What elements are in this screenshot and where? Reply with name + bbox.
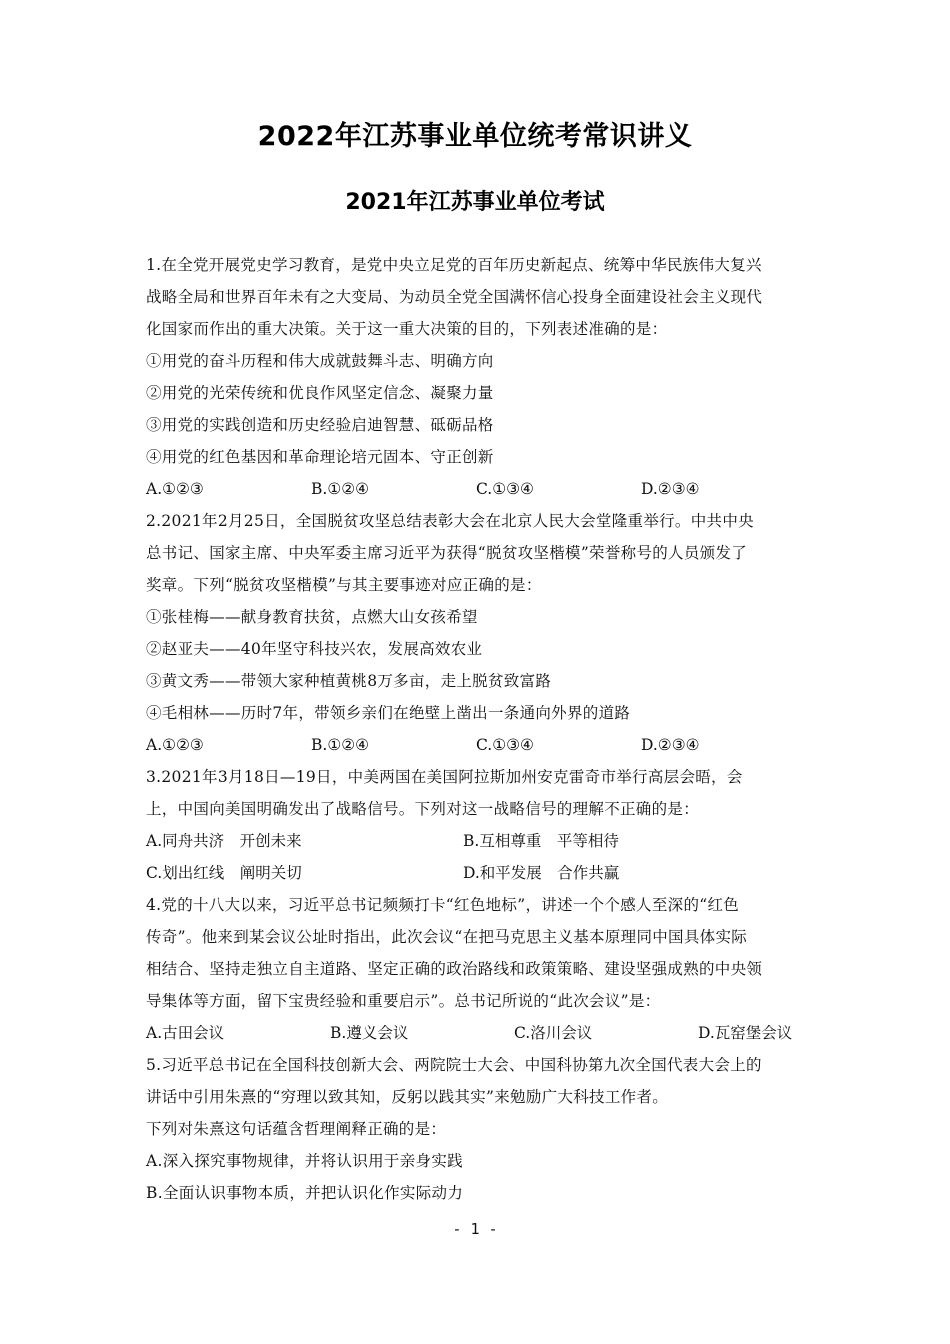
question-text-line: 1.在全党开展党史学习教育，是党中央立足党的百年历史新起点、统筹中华民族伟大复兴 bbox=[146, 256, 762, 274]
option-b: B.①②④ bbox=[311, 480, 370, 498]
option-c: C.①③④ bbox=[476, 736, 534, 754]
option-c: C.划出红线 阐明关切 bbox=[146, 864, 302, 882]
question-2 bbox=[146, 505, 806, 761]
question-text-line: 导集体等方面，留下宝贵经验和重要启示”。总书记所说的“此次会议”是： bbox=[146, 992, 661, 1010]
option-a: A.①②③ bbox=[146, 480, 204, 498]
question-text-line: 上，中国向美国明确发出了战略信号。下列对这一战略信号的理解不正确的是： bbox=[146, 800, 700, 818]
statement-item: ①用党的奋斗历程和伟大成就鼓舞斗志、明确方向 bbox=[146, 352, 494, 370]
statement-item: ④毛相林——历时7年，带领乡亲们在绝壁上凿出一条通向外界的道路 bbox=[146, 704, 631, 722]
statement-item: ②用党的光荣传统和优良作风坚定信念、凝聚力量 bbox=[146, 384, 494, 402]
option-b: B.①②④ bbox=[311, 736, 370, 754]
option-a: A.同舟共济 开创未来 bbox=[146, 832, 302, 850]
question-text-line: 2.2021年2月25日，全国脱贫攻坚总结表彰大会在北京人民大会堂隆重举行。中共中央 bbox=[146, 512, 754, 530]
statement-item: ③黄文秀——带领大家种植黄桃8万多亩，走上脱贫致富路 bbox=[146, 672, 552, 690]
option-d: D.和平发展 合作共赢 bbox=[463, 864, 620, 882]
option-c: C.①③④ bbox=[476, 480, 534, 498]
question-text-line: 化国家而作出的重大决策。关于这一重大决策的目的，下列表述准确的是： bbox=[146, 320, 668, 338]
option-a: A.①②③ bbox=[146, 736, 204, 754]
option-d: D.瓦窑堡会议 bbox=[698, 1024, 793, 1042]
question-list bbox=[146, 249, 806, 1209]
question-text-line: 5.习近平总书记在全国科技创新大会、两院院士大会、中国科协第九次全国代表大会上的 bbox=[146, 1056, 762, 1074]
question-text-line: 4.党的十八大以来，习近平总书记频频打卡“红色地标”，讲述一个个感人至深的“红色 bbox=[146, 896, 740, 914]
option-a: A.深入探究事物规律，并将认识用于亲身实践 bbox=[146, 1152, 463, 1170]
statement-item: ④用党的红色基因和革命理论培元固本、守正创新 bbox=[146, 448, 494, 466]
question-text-line: 传奇”。他来到某会议公址时指出，此次会议“在把马克思主义基本原理同中国具体实际 bbox=[146, 928, 748, 946]
question-text-line: 战略全局和世界百年未有之大变局、为动员全党全国满怀信心投身全面建设社会主义现代 bbox=[146, 288, 763, 306]
document-title: 2022年江苏事业单位统考常识讲义 bbox=[257, 121, 693, 152]
option-b: B.互相尊重 平等相待 bbox=[463, 832, 619, 850]
question-5 bbox=[146, 1049, 806, 1209]
question-text-line: 奖章。下列“脱贫攻坚楷模”与其主要事迹对应正确的是： bbox=[146, 576, 542, 594]
statement-item: ③用党的实践创造和历史经验启迪智慧、砥砺品格 bbox=[146, 416, 494, 434]
answer-options bbox=[146, 1017, 806, 1049]
statement-item: ②赵亚夫——40年坚守科技兴农，发展高效农业 bbox=[146, 640, 483, 658]
answer-options bbox=[146, 825, 806, 857]
question-text-line: 3.2021年3月18日—19日，中美两国在美国阿拉斯加州安克雷奇市举行高层会晤，会 bbox=[146, 768, 743, 786]
section-title: 2021年江苏事业单位考试 bbox=[345, 190, 605, 215]
option-b: B.遵义会议 bbox=[330, 1024, 409, 1042]
question-1 bbox=[146, 249, 806, 505]
question-text-line: 总书记、国家主席、中央军委主席习近平为获得“脱贫攻坚楷模”荣誉称号的人员颁发了 bbox=[146, 544, 748, 562]
option-a: A.古田会议 bbox=[146, 1024, 225, 1042]
question-4 bbox=[146, 889, 806, 1049]
question-text-line: 相结合、坚持走独立自主道路、坚定正确的政治路线和政策策略、建设坚强成熟的中央领 bbox=[146, 960, 763, 978]
answer-options bbox=[146, 729, 806, 761]
option-c: C.洛川会议 bbox=[514, 1024, 593, 1042]
question-text-line: 讲话中引用朱熹的“穷理以致其知，反躬以践其实”来勉励广大科技工作者。 bbox=[146, 1088, 669, 1106]
option-b: B.全面认识事物本质，并把认识化作实际动力 bbox=[146, 1184, 464, 1202]
question-3 bbox=[146, 761, 806, 889]
option-d: D.②③④ bbox=[641, 736, 700, 754]
question-text-line: 下列对朱熹这句话蕴含哲理阐释正确的是： bbox=[146, 1120, 447, 1138]
answer-options bbox=[146, 473, 806, 505]
option-d: D.②③④ bbox=[641, 480, 700, 498]
page-number: - 1 - bbox=[452, 1220, 498, 1238]
statement-item: ①张桂梅——献身教育扶贫，点燃大山女孩希望 bbox=[146, 608, 478, 626]
answer-options bbox=[146, 857, 806, 889]
